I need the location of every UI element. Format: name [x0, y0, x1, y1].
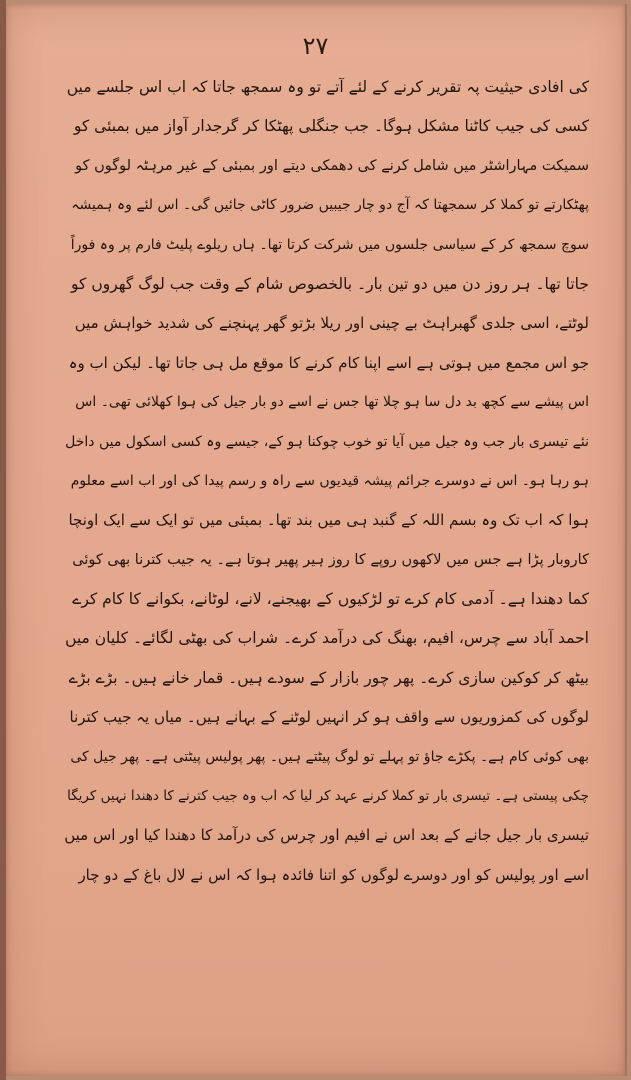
text-line-4: پھٹکارتے تو کملا کر سمجھتا کہ آج دو چار جیبیں ضرور کاٹی جائیں گی۔ اس لئے وہ ہمیشہ [71, 197, 589, 214]
page-number: ۲۷ [302, 32, 329, 60]
text-line-10: نئے تیسری بار جب وہ جیل میں آیا تو خوب چوکنا ہو کے، جیسے وہ کسی اسکول میں داخل [65, 433, 589, 450]
text-line-12: ہوا کہ اب تک وہ بسم اللہ کے گنبد ہی میں بند تھا۔ بمبئی میں تو ایک سے ایک اونچا [68, 511, 589, 530]
text-line-1: کی افادی حیثیت پہ تقریر کرنے کے لئے آتے تو وہ سمجھ جاتا کہ اب اس جلسے میں [66, 78, 589, 96]
text-line-18: بھی کوئی کام ہے۔ پکڑے جاؤ تو پہلے تو لوگ پیٹتے ہیں۔ پھر پولیس پیٹتی ہے۔ پھر جیل کی [70, 748, 589, 765]
text-line-6: جاتا تھا۔ ہر روز دن میں دو تین بار۔ بالخصوص شام کے وقت جب لوگ گھروں کو [71, 274, 589, 293]
text-line-15: احمد آباد سے چرس، افیم، بھنگ کی درآمد کرے۔ شراب کی بھٹی لگائے۔ کلیان میں [65, 629, 589, 648]
text-line-13: کاروبار پڑا ہے جس میں لاکھوں روپے کا روز ہیر پھیر ہوتا ہے۔ یہ جیب کترنا بھی کوئی [72, 551, 589, 568]
text-line-17: لوگوں کی کمزوریوں سے واقف ہو کر انہیں لوٹنے کے بہانے ہیں۔ میاں یہ جیب کترنا [69, 708, 589, 727]
text-line-11: ہو رہا ہو۔ اس نے دوسرے جرائم پیشہ قیدیوں سے راہ و رسم پیدا کی اور اب اسے معلوم [70, 472, 589, 489]
page-body-text [64, 68, 589, 895]
text-line-2: کسی کی جیب کاٹنا مشکل ہوگا۔ جب جنگلی پھٹکا کر گرجدار آواز میں بمبئی کو [73, 117, 589, 136]
book-page [6, 4, 627, 1076]
text-line-7: لوٹتے، اسی جلدی گھبراہٹ بے چینی اور ریلا بڑتو گھر پہنچنے کی شدید خواہش میں [74, 314, 589, 333]
text-line-16: بیٹھ کر کوکین سازی کرے۔ پھر چور بازار کے سودے ہیں۔ قمار خانے ہیں۔ بڑے بڑے [68, 668, 589, 687]
text-line-19: چکی پیستی ہے۔ تیسری بار تو کملا کرنے عہد کر لیا کہ اب وہ جیب کترنے کا دھندا نہیں کریگا [67, 788, 589, 805]
text-line-5: سوچ سمجھ کر کے سیاسی جلسوں میں شرکت کرتا تھا۔ ہاں ریلوے پلیٹ فارم پر وہ فوراً [70, 236, 589, 253]
text-line-14: کما دھندا ہے۔ آدمی کام کرے تو لڑکیوں کے بھیجنے، لانے، لوٹانے، بکوانے کا کام کرے [72, 590, 589, 609]
text-line-21: اسے اور پولیس کو اور دوسرے لوگوں کو اتنا فائدہ ہوا کہ اس نے لال باغ کے دو چار [78, 865, 589, 884]
text-line-9: اس پیشے سے کچھ بد دل سا ہو چلا تھا جس نے اسے دو بار جیل کی ہوا کھلائی تھی۔ اس [75, 394, 589, 411]
text-line-3: سمیکت مہاراشٹر میں شامل کرنے کی دھمکی دیتے اور بمبئی کے غیر مرہٹہ لوگوں کو [75, 157, 589, 174]
text-line-8: جو اس مجمع میں ہوتی ہے اسے اپنا کام کرنے کا موقع مل ہی جاتا تھا۔ لیکن اب وہ [68, 353, 589, 372]
text-line-20: تیسری بار جیل جانے کے بعد اس نے افیم اور چرس کی درآمد کا دھندا کیا اور اس میں [64, 826, 589, 845]
